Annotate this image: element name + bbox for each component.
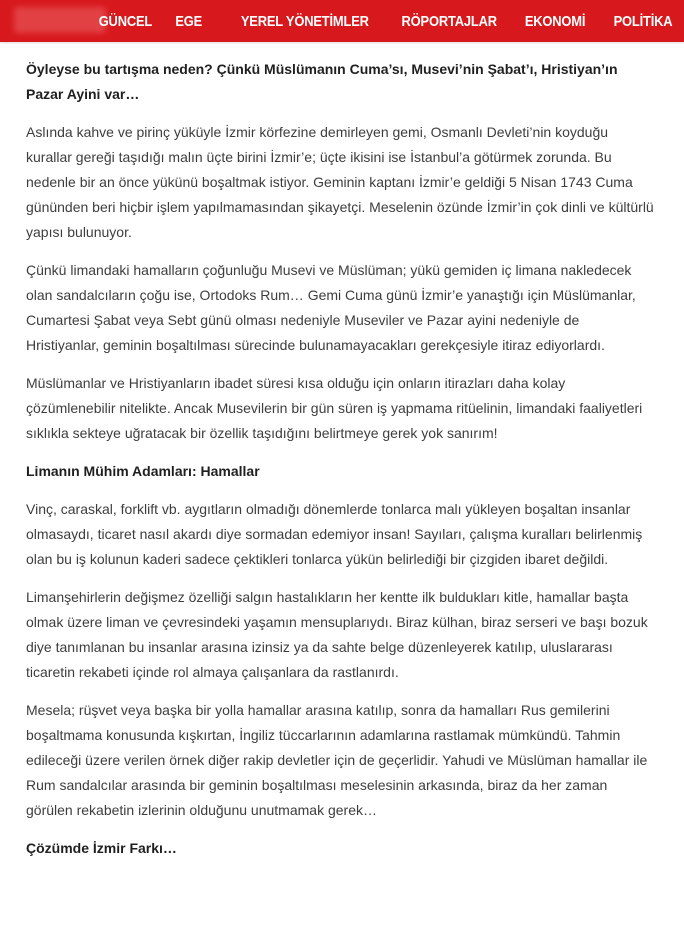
article-body — [26, 57, 656, 874]
nav-item-ege[interactable]: EGE — [174, 12, 202, 30]
article-paragraph: Müslümanlar ve Hristiyanların ibadet süresi kısa olduğu için onların itirazları daha kolay çözümlenebilir nitelikte. Ancak Musevilerin bir gün süren iş yapmama ritüelinin, limandaki faaliyetleri sıklıkla sekteye uğratacak bir özellik taşıdığını belirtmeye gerek yok sanırım! — [26, 375, 643, 441]
nav-item-yerel-yonetimler[interactable]: YEREL YÖNETİMLER — [240, 12, 369, 30]
article-paragraph: Aslında kahve ve pirinç yüküyle İzmir körfezine demirleyen gemi, Osmanlı Devleti’nin koyduğu kurallar gereği taşıdığı malın üçte birini İzmir’e; üçte ikisini ise İstanbul’a götürmek zorunda. Bu nedenle bir an önce yükünü boşaltmak istiyor. Geminin kaptanı İzmir’e geldiği 5 Nisan 1743 Cuma gününden beri hiçbir işlem yapılmamasından şikayetçi. Meselenin özünde İzmir’in çok dinli ve kültürlü yapısı bulunuyor. — [26, 124, 654, 240]
article-paragraph: Vinç, caraskal, forklift vb. aygıtların olmadığı dönemlerde tonlarca malı yükleyen boşaltan insanlar olmasaydı, ticaret nasıl akardı diye sormadan edemiyor insan! Sayıları, çalışma kuralları belirlenmiş olan bu iş kolunun kaderi sadece çektikleri tonlarca yükün belirlediği bir çizgiden ibaret değildi. — [26, 501, 643, 567]
nav-item-ekonomi[interactable]: EKONOMİ — [525, 12, 586, 30]
article-paragraph: Çünkü limandaki hamalların çoğunluğu Musevi ve Müslüman; yükü gemiden iç limana nakledecek olan sandalcıların çoğu ise, Ortodoks Rum… Gemi Cuma günü İzmir’e yanaştığı için Müslümanlar, Cumartesi Şabat veya Sebt günü olması nedeniyle Museviler ve Pazar ayini nedeniyle de Hristiyanlar, geminin boşaltılması sürecinde bulunamayacakları gerekçesiyle itiraz ediyorlardı. — [26, 262, 636, 353]
nav-item-guncel[interactable]: GÜNCEL — [99, 12, 153, 30]
nav-item-roportajlar[interactable]: RÖPORTAJLAR — [401, 12, 498, 30]
site-header — [0, 0, 684, 42]
main-nav — [90, 0, 672, 42]
article-paragraph: Mesela; rüşvet veya başka bir yolla hamallar arasına katılıp, sonra da hamalları Rus gemilerini boşaltmama konusunda kışkırtan, İngiliz tüccarlarının adamlarına rastlamak mümkündü. Tahmin edileceği üzere verilen örnek diğer rakip devletler için de geçerlidir. Yahudi ve Müslüman hamallar ile Rum sandalcılar arasında bir geminin boşaltılması meselesinin arkasında, biraz da her zaman görülen rekabetin izlerinin olduğunu unutmamak gerek… — [26, 702, 648, 818]
nav-item-politika[interactable]: POLİTİKA — [613, 12, 672, 30]
article-subheading: Çözümde İzmir Farkı… — [26, 840, 177, 856]
article-paragraph: Limanşehirlerin değişmez özelliği salgın hastalıkların her kentte ilk buldukları kitle, hamallar başta olmak üzere liman ve çevresindeki yaşamın mensuplarıydı. Biraz külhan, biraz serseri ve başı bozuk diye tanımlanan bu insanlar arasına izinsiz ya da sahte belge düzenleyerek katılıp, uluslararası ticaretin rekabeti içinde rol almaya çalışanlara da rastlanırdı. — [26, 589, 648, 680]
article-subheading: Limanın Mühim Adamları: Hamallar — [26, 463, 260, 479]
article-subheading: Öyleyse bu tartışma neden? Çünkü Müslümanın Cuma’sı, Musevi’nin Şabat’ı, Hristiyan’ın Pazar Ayini var… — [26, 61, 618, 102]
